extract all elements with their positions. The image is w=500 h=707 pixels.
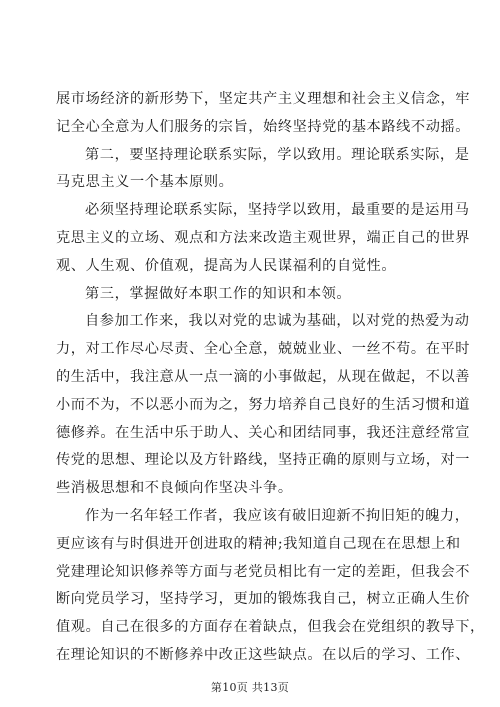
text-line: 值观。自己在很多的方面存在着缺点，但我会在党组织的教导下， <box>56 619 485 636</box>
text-line: 德修养。在生活中乐于助人、关心和团结同事，我还注意经常宣 <box>56 424 471 441</box>
text-line: 克思主义的立场、观点和方法来改造主观世界，端正自己的世界 <box>56 229 471 246</box>
text-line: 观、人生观、价值观，提高为人民谋福利的自觉性。 <box>56 257 397 274</box>
paragraph-start-line: 作为一名年轻工作者，我应该有破旧迎新不拘旧矩的魄力， <box>85 507 470 524</box>
paragraph-start-line: 第二，要坚持理论联系实际，学以致用。理论联系实际，是 <box>85 146 470 163</box>
text-line: 断向党员学习，坚持学习，更加的锻炼我自己，树立正确人生价 <box>56 591 471 608</box>
text-line: 小而不为，不以恶小而为之，努力培养自己良好的生活习惯和道 <box>56 396 471 413</box>
text-line: 展市场经济的新形势下，坚定共产主义理想和社会主义信念，牢 <box>56 91 471 107</box>
text-line: 更应该有与时俱进开创进取的精神;我知道自己现在在思想上和 <box>56 535 461 552</box>
text-line: 些消极思想和不良倾向作坚决斗争。 <box>56 480 293 497</box>
paragraph-start-line: 自参加工作来，我以对党的忠诚为基础，以对党的热爱为动 <box>85 313 470 330</box>
paragraph-start-line: 必须坚持理论联系实际，坚持学以致用，最重要的是运用马 <box>85 202 470 219</box>
text-line: 在理论知识的不断修养中改正这些缺点。在以后的学习、工作、 <box>56 646 471 663</box>
text-line: 记全心全意为人们服务的宗旨，始终坚持党的基本路线不动摇。 <box>56 118 471 135</box>
text-line: 的生活中，我注意从一点一滴的小事做起，从现在做起，不以善 <box>56 368 471 385</box>
text-line: 党建理论知识修养等方面与老党员相比有一定的差距，但我会不 <box>56 563 471 580</box>
text-line: 力，对工作尽心尽责、全心全意，兢兢业业、一丝不苟。在平时 <box>56 341 471 358</box>
text-line: 传党的思想、理论以及方针路线，坚持正确的原则与立场，对一 <box>56 452 471 469</box>
page-number-footer: 第10页 共13页 <box>210 681 290 694</box>
document-body <box>56 86 485 670</box>
text-line: 马克思主义一个基本原则。 <box>56 174 234 191</box>
paragraph-start-line: 第三，掌握做好本职工作的知识和本领。 <box>85 285 352 302</box>
